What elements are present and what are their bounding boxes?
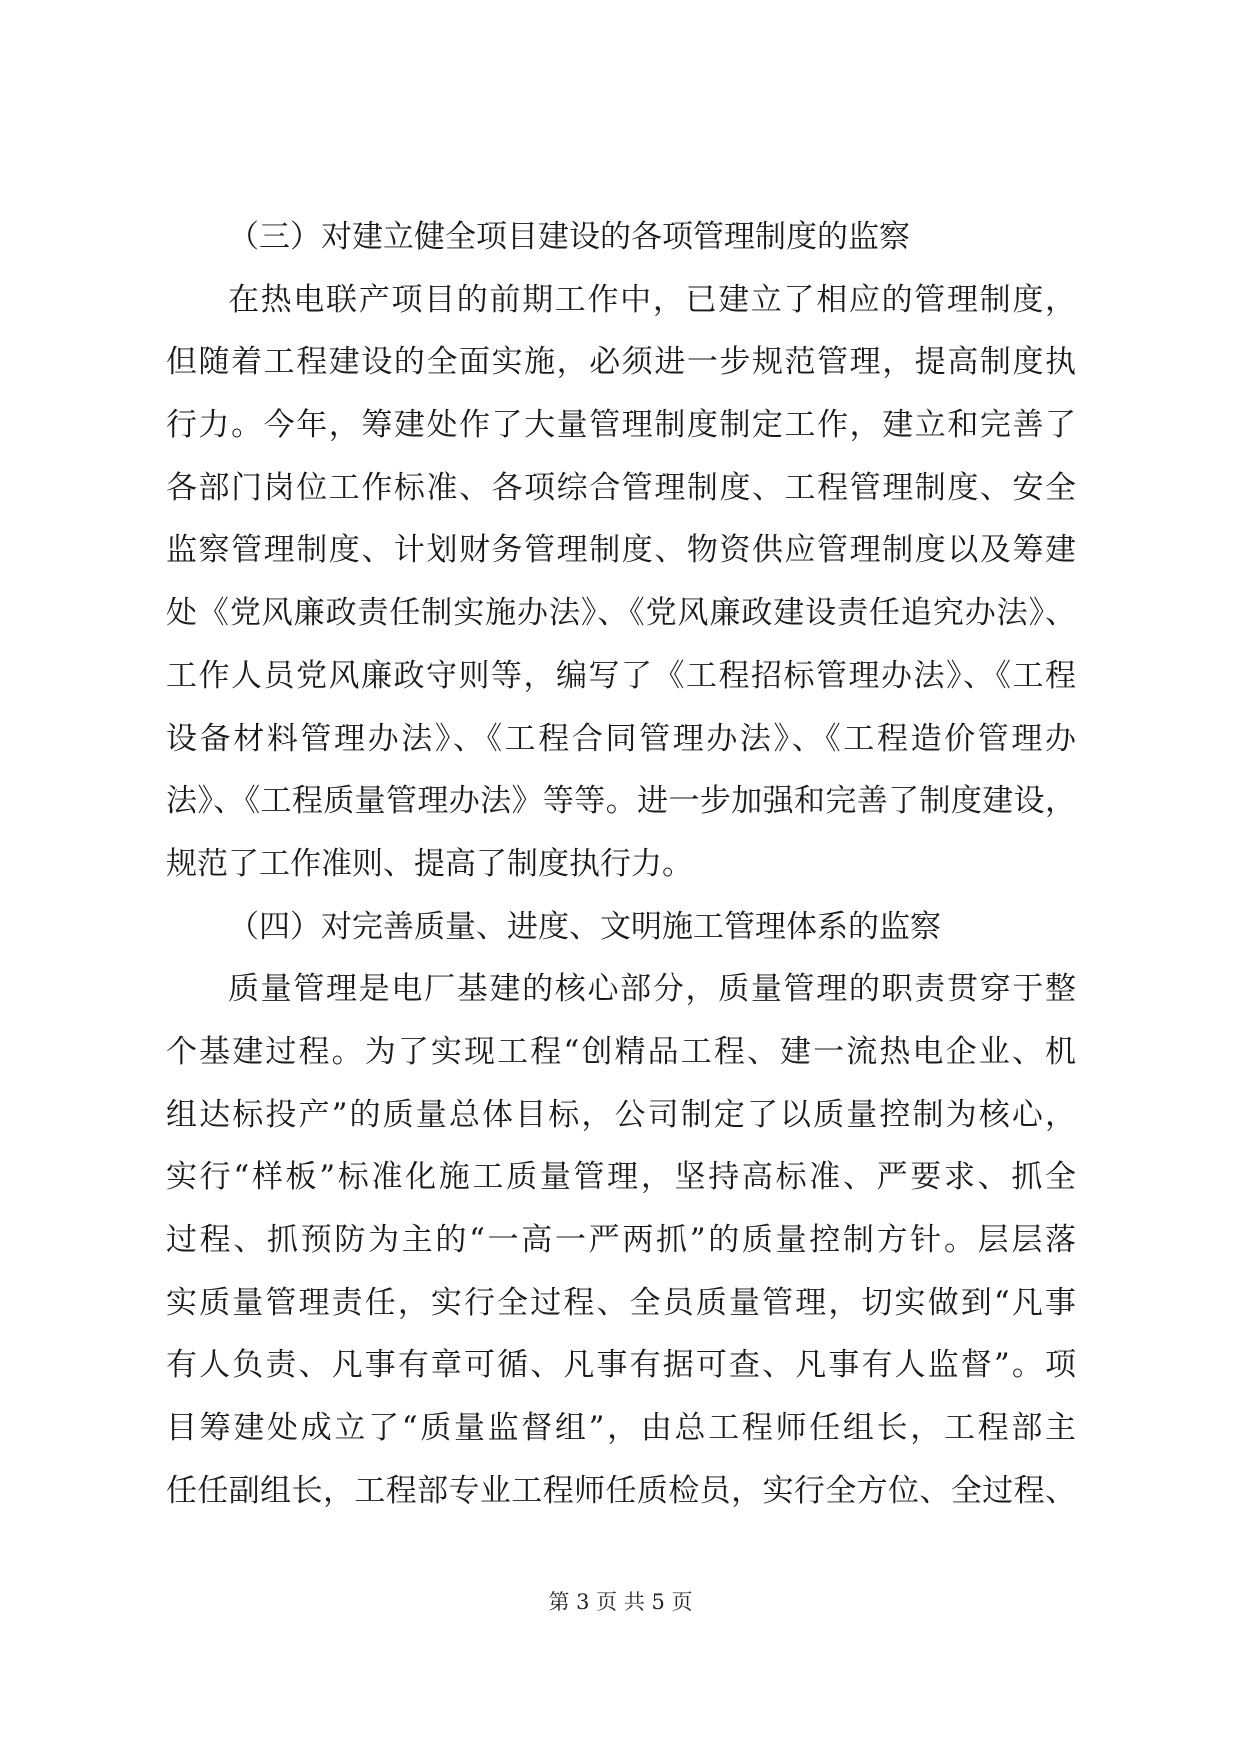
- paragraph-line: 工作人员党风廉政守则等，编写了《工程招标管理办法》、《工程: [166, 657, 1076, 694]
- page-footer: 第 3 页 共 5 页: [548, 1590, 693, 1614]
- section-heading: （三）对建立健全项目建设的各项管理制度的监察: [228, 219, 910, 255]
- paragraph-line: 质量管理是电厂基建的核心部分，质量管理的职责贯穿于整: [228, 971, 1076, 1008]
- paragraph-line: 有人负责、凡事有章可循、凡事有据可查、凡事有人监督”。项: [166, 1347, 1076, 1384]
- paragraph-line: 法》、《工程质量管理办法》等等。进一步加强和完善了制度建设，: [166, 783, 1076, 820]
- paragraph-line: 实行“样板”标准化施工质量管理，坚持高标准、严要求、抓全: [166, 1159, 1076, 1196]
- paragraph-line: 各部门岗位工作标准、各项综合管理制度、工程管理制度、安全: [166, 469, 1076, 506]
- paragraph-line: 但随着工程建设的全面实施，必须进一步规范管理，提高制度执: [166, 344, 1076, 381]
- paragraph-line: 任任副组长，工程部专业工程师任质检员，实行全方位、全过程、: [166, 1472, 1076, 1509]
- section-heading: （四）对完善质量、进度、文明施工管理体系的监察: [228, 908, 941, 945]
- paragraph-line: 设备材料管理办法》、《工程合同管理办法》、《工程造价管理办: [166, 720, 1076, 757]
- paragraph-line: 个基建过程。为了实现工程“创精品工程、建一流热电企业、机: [166, 1033, 1076, 1070]
- paragraph-line: 过程、抓预防为主的“一高一严两抓”的质量控制方针。层层落: [166, 1222, 1076, 1258]
- paragraph-line: 规范了工作准则、提高了制度执行力。: [166, 845, 693, 882]
- document-body: [166, 206, 1076, 1522]
- paragraph-line: 在热电联产项目的前期工作中，已建立了相应的管理制度，: [228, 281, 1076, 318]
- paragraph-line: 处《党风廉政责任制实施办法》、《党风廉政建设责任追究办法》、: [166, 595, 1076, 632]
- paragraph-line: 行力。今年，筹建处作了大量管理制度制定工作，建立和完善了: [166, 407, 1076, 444]
- paragraph-line: 实质量管理责任，实行全过程、全员质量管理，切实做到“凡事: [166, 1284, 1076, 1321]
- paragraph-line: 监察管理制度、计划财务管理制度、物资供应管理制度以及筹建: [166, 532, 1076, 569]
- paragraph-line: 目筹建处成立了“质量监督组”，由总工程师任组长，工程部主: [166, 1410, 1076, 1447]
- paragraph-line: 组达标投产”的质量总体目标，公司制定了以质量控制为核心，: [166, 1096, 1076, 1133]
